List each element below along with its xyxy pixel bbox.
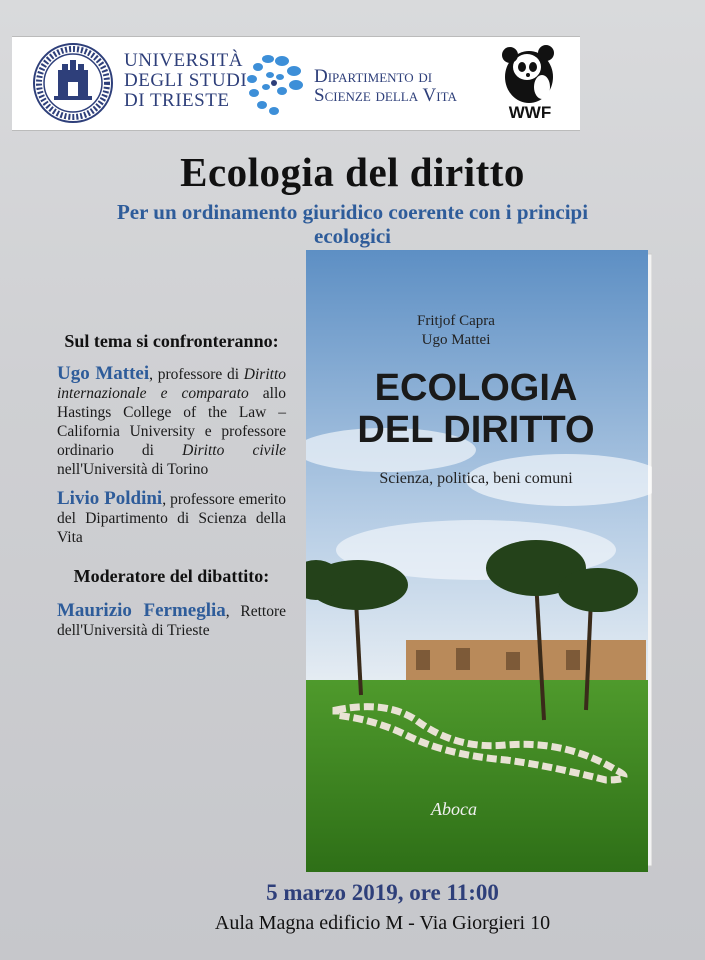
department-logo-icon (238, 47, 308, 119)
book-title-line-2: DEL DIRITTO (357, 409, 595, 451)
university-line-3: DI TRIESTE (124, 90, 230, 111)
moderator-text-1: , Rettore dell'Università di Trieste (57, 603, 286, 639)
moderator-heading: Moderatore del dibattito: (73, 566, 270, 586)
page-title: Ecologia del diritto (180, 149, 525, 195)
book-publisher: Aboca (431, 799, 477, 819)
speaker-1-name: Ugo Mattei (57, 363, 150, 384)
speakers-heading: Sul tema si confronteranno: (64, 331, 279, 351)
book-author-1: Fritjof Capra (417, 313, 495, 329)
department-line-2: Scienze della Vita (314, 85, 457, 106)
speaker-1-text-3: allo Hastings College of the Law – California University e professore ordinario di (57, 385, 286, 459)
book-author-2: Ugo Mattei (421, 332, 491, 348)
department-name (314, 67, 457, 105)
speaker-2-description (57, 489, 286, 547)
speaker-1-description (57, 364, 286, 479)
speakers-column (57, 330, 286, 640)
book-cover (306, 250, 652, 872)
wwf-label: WWF (508, 103, 552, 122)
moderator-name: Maurizio Fermeglia (57, 600, 226, 621)
page-subtitle: Per un ordinamento giuridico coerente con i principi ecologici (116, 200, 589, 248)
speaker-1-text-5: nell'Università di Torino (57, 461, 209, 478)
speaker-1-text-2: Diritto internazionale e comparato (57, 366, 286, 402)
event-venue: Aula Magna edificio M - Via Giorgieri 10 (214, 912, 551, 934)
book-title-line-1: ECOLOGIA (374, 367, 578, 409)
speaker-2-name: Livio Poldini (57, 488, 163, 509)
department-line-1: Dipartimento di (314, 66, 433, 87)
university-line-1: UNIVERSITÀ (124, 50, 243, 71)
moderator-description (57, 601, 286, 640)
university-name (124, 51, 247, 111)
book-subtitle: Scienza, politica, beni comuni (379, 470, 573, 487)
event-date: 5 marzo 2019, ore 11:00 (266, 880, 499, 905)
university-seal-icon (32, 42, 114, 124)
speaker-1-text-1: , professore di (149, 366, 244, 383)
logo-bar (12, 36, 580, 131)
speaker-1-text-4: Diritto civile (182, 442, 287, 459)
speaker-2-text-1: , professore emerito del Dipartimento di Scienza della Vita (57, 491, 286, 546)
university-line-2: DEGLI STUDI (124, 70, 248, 91)
